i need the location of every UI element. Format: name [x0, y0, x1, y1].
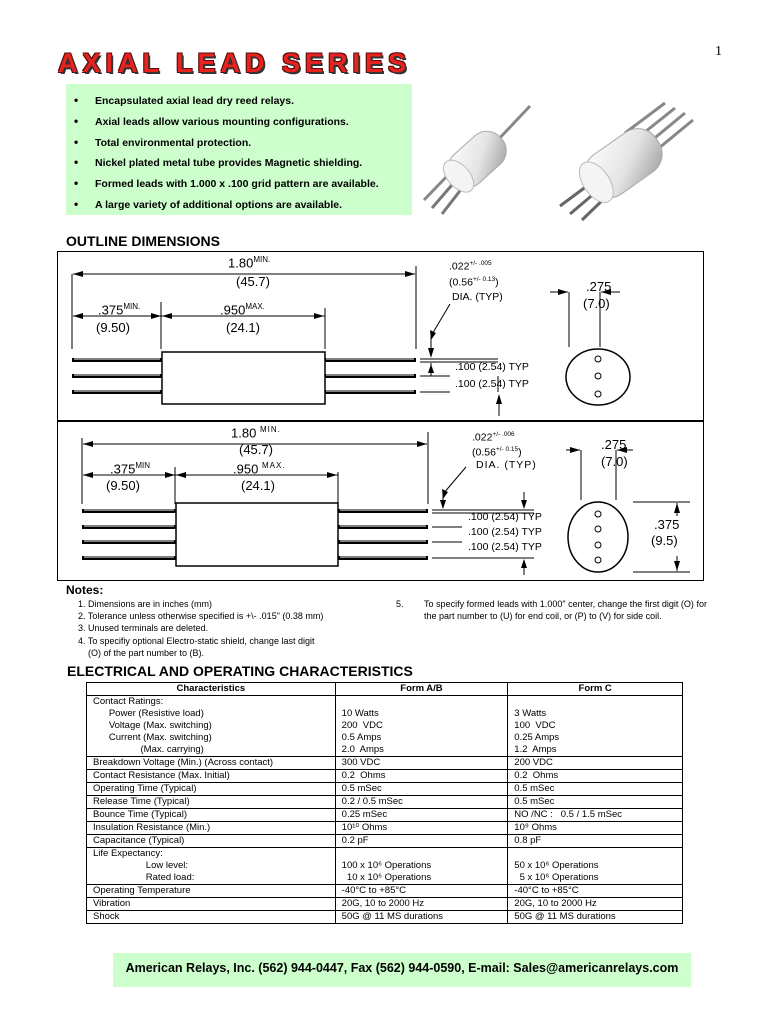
dim-dia: $.022^{+/- .005}$	[449, 260, 492, 273]
dim-height-2: .375	[654, 517, 680, 532]
feature-text: Axial leads allow various mounting configurations.	[95, 115, 349, 128]
feature-item	[74, 132, 412, 153]
form-c-cell: 0.2 Ohms	[508, 770, 683, 783]
feature-text: Encapsulated axial lead dry reed relays.	[95, 95, 295, 107]
page-title: AXIAL LEAD SERIES	[58, 48, 412, 78]
form-ab-cell: 20G, 10 to 2000 Hz	[335, 898, 508, 911]
table-row	[87, 848, 683, 885]
table-row	[87, 835, 683, 848]
table-row	[87, 911, 683, 924]
form-c-cell: 50 x 10⁶ Operations 5 x 10⁶ Operations	[508, 848, 683, 885]
dim-lead: $.375^{MIN.}$	[98, 302, 141, 318]
table-row	[87, 696, 683, 757]
feature-item	[74, 111, 412, 132]
dim-overall-2: 1.80 $^{MIN.}$	[231, 425, 281, 441]
dim-dia-label-2: DIA. (TYP)	[476, 459, 537, 471]
page-number: 1	[715, 44, 722, 59]
table-row	[87, 796, 683, 809]
column-header: Characteristics	[87, 683, 336, 696]
contact-footer: American Relays, Inc. (562) 944-0447, Fax (562) 944-0590, E-mail: Sales@americanrelays.com	[113, 953, 691, 987]
note-5-number: 5.	[396, 599, 404, 609]
table-row	[87, 822, 683, 835]
dim-pitch-2-2: .100 (2.54) TYP	[468, 526, 542, 538]
bullet-icon: •	[74, 93, 79, 107]
dim-overall: $1.80^{MIN.}$	[228, 255, 271, 271]
note-3: 3. Unused terminals are deleted.	[78, 623, 209, 634]
characteristic-cell: Contact Resistance (Max. Initial)	[87, 770, 336, 783]
form-ab-cell: 50G @ 11 MS durations	[335, 911, 508, 924]
features-panel	[66, 84, 412, 215]
form-c-cell: 10⁹ Ohms	[508, 822, 683, 835]
form-ab-cell: 0.2 pF	[335, 835, 508, 848]
dim-overall-mm: (45.7)	[236, 274, 270, 289]
outline-drawing-formed-lead	[57, 421, 704, 581]
note-2: 2. Tolerance unless otherwise specified is +\- .015" (0.38 mm)	[78, 611, 324, 622]
dim-overall-mm-2: (45.7)	[239, 442, 273, 457]
note-1: 1. Dimensions are in inches (mm)	[78, 599, 213, 609]
table-row	[87, 783, 683, 796]
form-ab-cell: -40°C to +85°C	[335, 885, 508, 898]
bullet-icon: •	[74, 176, 79, 191]
dim-dia-mm: $(0.56^{+/- 0.13})$	[449, 276, 499, 289]
dim-width: .275	[586, 279, 612, 294]
dim-pitch-2-1: .100 (2.54) TYP	[468, 511, 542, 523]
feature-item	[74, 194, 412, 215]
characteristic-cell: Life Expectancy: Low level: Rated load:	[87, 848, 336, 885]
dim-pitch-2-3: .100 (2.54) TYP	[468, 541, 542, 553]
dim-lead-mm-2: (9.50)	[106, 478, 140, 493]
form-c-cell: -40°C to +85°C	[508, 885, 683, 898]
dim-body: $.950^{MAX.}$	[220, 302, 265, 318]
form-c-cell: 20G, 10 to 2000 Hz	[508, 898, 683, 911]
dim-lead-2: $.375^{MIN}$	[110, 461, 150, 477]
dim-height-mm-2: (9.5)	[651, 533, 678, 548]
dim-body-2: .950 $^{MAX.}$	[233, 461, 286, 477]
form-ab-cell: 300 VDC	[335, 757, 508, 770]
note-5: To specify formed leads with 1.000" center, change the first digit (O) for the part number to (U) for end coil, or (P) to (V) for side coil.	[424, 599, 707, 622]
form-c-cell: 0.5 mSec	[508, 796, 683, 809]
electrical-heading: ELECTRICAL AND OPERATING CHARACTERISTICS	[67, 663, 413, 679]
dim-dia-mm-2: $(0.56^{+/- 0.15})$	[472, 446, 522, 459]
characteristic-cell: Operating Time (Typical)	[87, 783, 336, 796]
bullet-icon: •	[74, 113, 79, 128]
dim-body-mm: (24.1)	[226, 320, 260, 335]
bullet-icon: •	[74, 155, 79, 170]
form-ab-cell: 10¹⁰ Ohms	[335, 822, 508, 835]
dim-dia-label: DIA. (TYP)	[452, 291, 503, 303]
characteristic-cell: Shock	[87, 911, 336, 924]
note-4a: 4. To specifiy optional Electro-static shield, change last digit	[78, 635, 315, 646]
relay-formed-lead-image	[560, 103, 693, 220]
dim-pitch-2: .100 (2.54) TYP	[455, 378, 529, 390]
characteristic-cell: Contact Ratings: Power (Resistive load) Voltage (Max. switching) Current (Max. switching) (Max. carrying)	[87, 696, 336, 757]
form-c-cell: 0.5 mSec	[508, 783, 683, 796]
outline-drawing-single-row	[57, 251, 704, 421]
characteristic-cell: Capacitance (Typical)	[87, 835, 336, 848]
feature-text: Nickel plated metal tube provides Magnetic shielding.	[95, 157, 363, 170]
electrical-table	[86, 682, 683, 924]
dim-dia-2: $.022^{+/- .006}$	[472, 431, 515, 444]
characteristic-cell: Release Time (Typical)	[87, 796, 336, 809]
electrical-table-body	[87, 696, 683, 924]
table-row	[87, 770, 683, 783]
notes-heading: Notes:	[66, 583, 104, 597]
characteristic-cell: Bounce Time (Typical)	[87, 809, 336, 822]
note-4b: (O) of the part number to (B).	[88, 647, 205, 658]
form-c-cell: 3 Watts 100 VDC 0.25 Amps 1.2 Amps	[508, 696, 683, 757]
dim-pitch-1: .100 (2.54) TYP	[455, 361, 529, 373]
column-header: Form A/B	[335, 683, 508, 696]
table-header-row	[87, 683, 683, 696]
relay-illustrations	[410, 88, 710, 228]
form-c-cell: 200 VDC	[508, 757, 683, 770]
characteristic-cell: Insulation Resistance (Min.)	[87, 822, 336, 835]
feature-list	[66, 84, 412, 215]
notes-left	[78, 598, 378, 659]
form-ab-cell: 100 x 10⁶ Operations 10 x 10⁶ Operations	[335, 848, 508, 885]
form-ab-cell: 0.2 / 0.5 mSec	[335, 796, 508, 809]
characteristic-cell: Operating Temperature	[87, 885, 336, 898]
form-ab-cell: 0.25 mSec	[335, 809, 508, 822]
feature-item	[74, 90, 412, 111]
form-c-cell: 50G @ 11 MS durations	[508, 911, 683, 924]
dim-width-mm: (7.0)	[583, 296, 610, 311]
characteristic-cell: Vibration	[87, 898, 336, 911]
outline-heading: OUTLINE DIMENSIONS	[66, 233, 221, 249]
form-ab-cell: 0.5 mSec	[335, 783, 508, 796]
form-c-cell: 0.8 pF	[508, 835, 683, 848]
feature-item	[74, 152, 412, 173]
feature-item	[74, 173, 412, 194]
table-row	[87, 898, 683, 911]
column-header: Form C	[508, 683, 683, 696]
characteristic-cell: Breakdown Voltage (Min.) (Across contact)	[87, 757, 336, 770]
table-row	[87, 885, 683, 898]
feature-text: Formed leads with 1.000 x .100 grid pattern are available.	[95, 178, 379, 191]
relay-single-row-image	[424, 106, 530, 214]
feature-text: Total environmental protection.	[95, 136, 252, 149]
dim-lead-mm: (9.50)	[96, 320, 130, 335]
feature-text: A large variety of additional options are available.	[95, 198, 343, 211]
table-row	[87, 809, 683, 822]
dim-body-mm-2: (24.1)	[241, 478, 275, 493]
form-ab-cell: 10 Watts 200 VDC 0.5 Amps 2.0 Amps	[335, 696, 508, 757]
form-c-cell: NO /NC : 0.5 / 1.5 mSec	[508, 809, 683, 822]
bullet-icon: •	[74, 134, 79, 149]
dim-width-mm-2: (7.0)	[601, 454, 628, 469]
table-row	[87, 757, 683, 770]
bullet-icon: •	[74, 196, 79, 211]
form-ab-cell: 0.2 Ohms	[335, 770, 508, 783]
dim-width-2: .275	[601, 437, 627, 452]
